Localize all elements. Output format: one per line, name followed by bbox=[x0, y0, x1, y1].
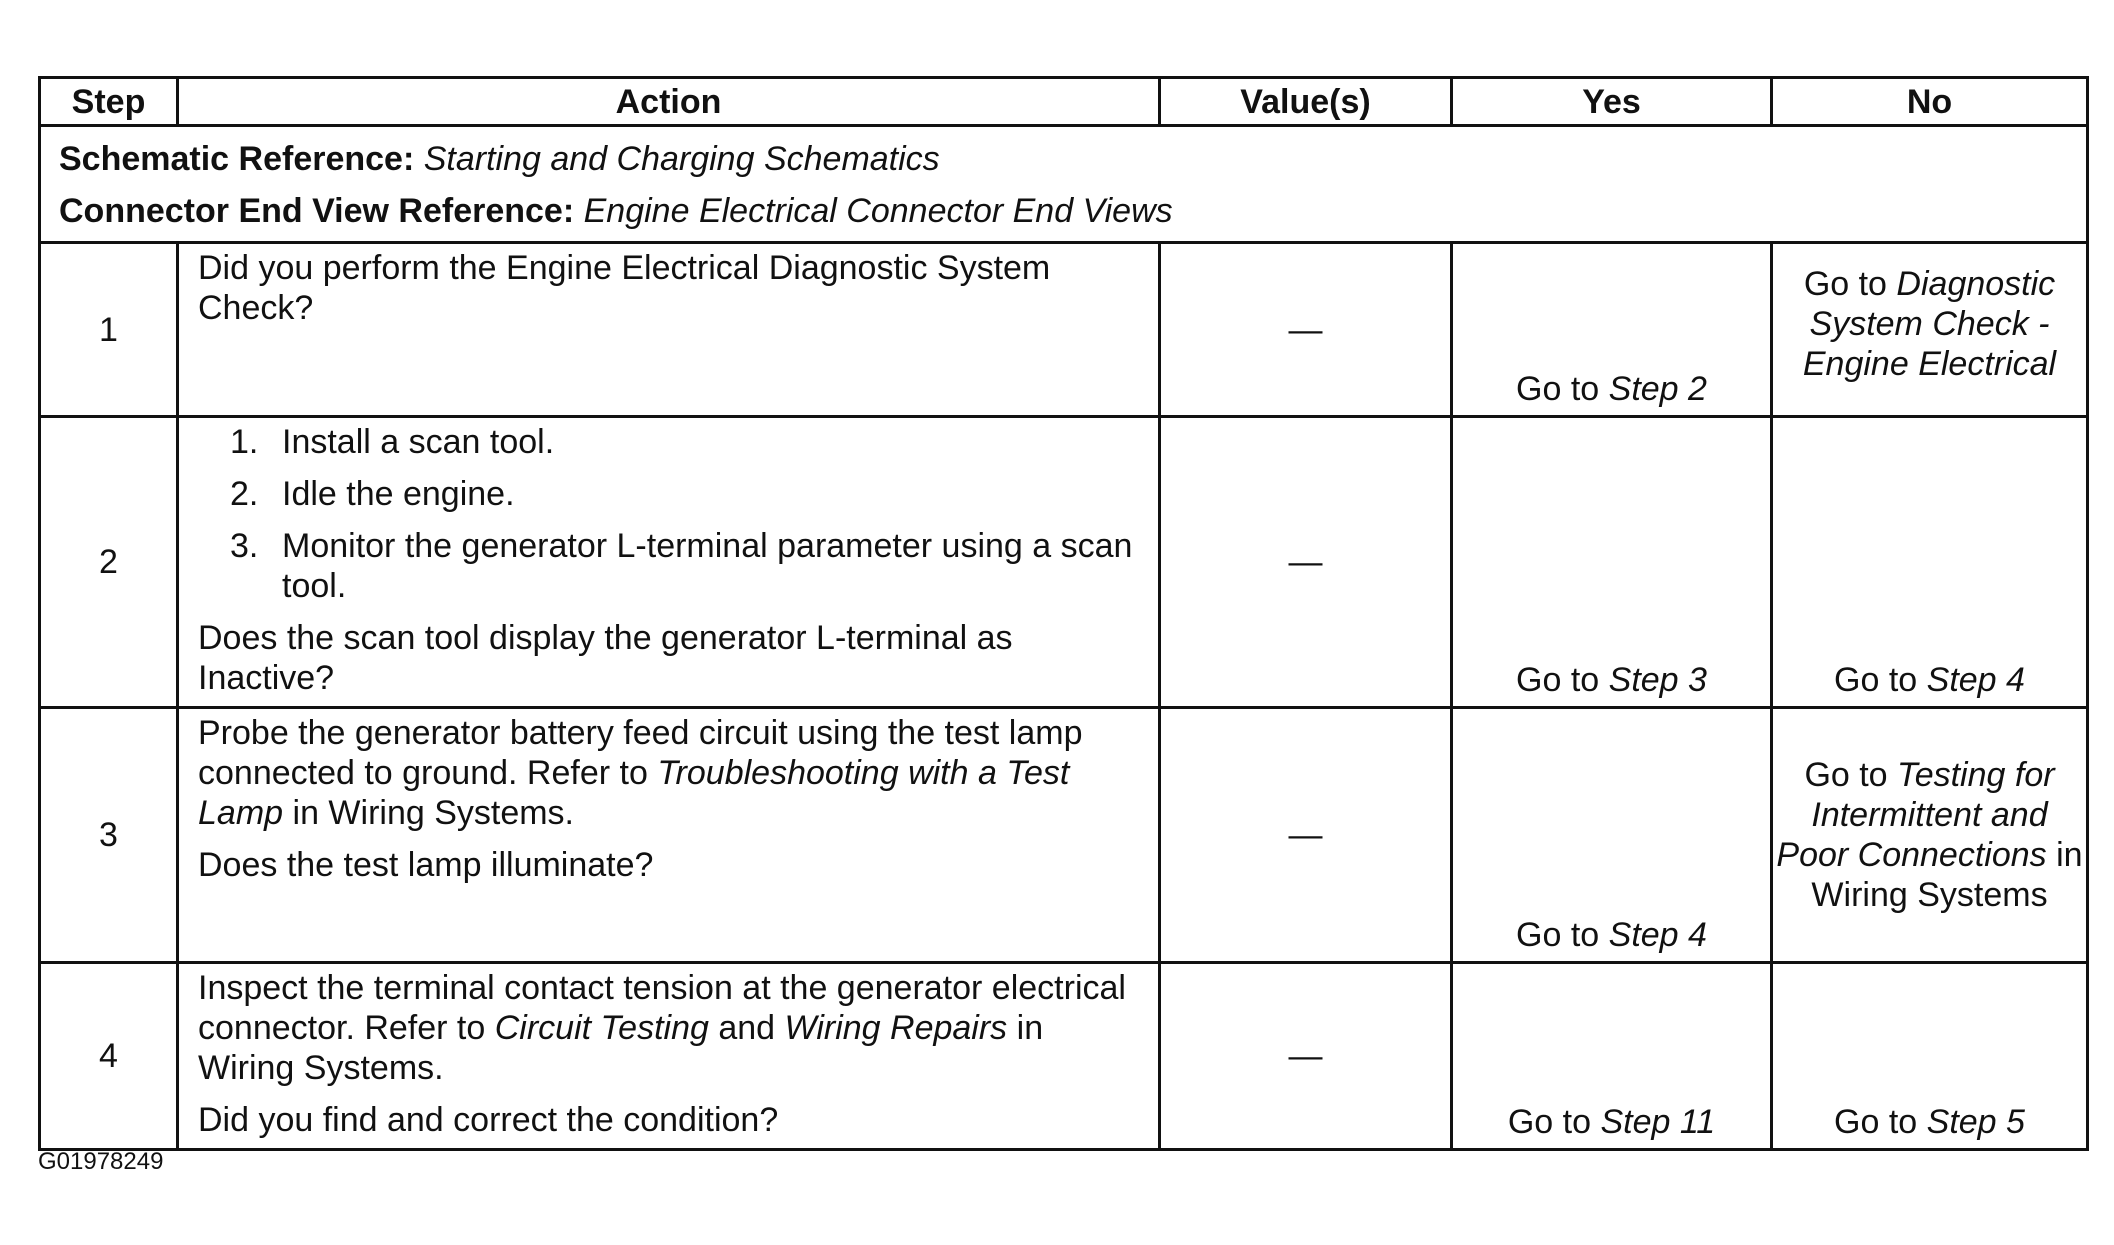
substep-list bbox=[198, 422, 1138, 606]
action-text bbox=[198, 968, 1138, 1088]
table-row bbox=[40, 708, 2088, 963]
header-row bbox=[40, 78, 2088, 126]
value-cell: — bbox=[1160, 417, 1452, 708]
substep-number: 2. bbox=[230, 475, 259, 513]
header-action: Action bbox=[178, 78, 1160, 126]
no-cell bbox=[1772, 417, 2088, 708]
value-cell: — bbox=[1160, 708, 1452, 963]
yes-cell bbox=[1452, 963, 1772, 1150]
action-cell bbox=[178, 708, 1160, 963]
list-item bbox=[230, 474, 1138, 514]
yes-prefix: Go to bbox=[1507, 1103, 1601, 1141]
substep-text: Monitor the generator L-terminal parameter using a scan tool. bbox=[282, 527, 1133, 605]
step-number: 4 bbox=[40, 963, 178, 1150]
no-link[interactable]: Diagnostic System Check - Engine Electrical bbox=[1802, 265, 2057, 383]
reference-cell bbox=[40, 126, 2088, 243]
yes-cell bbox=[1452, 243, 1772, 417]
yes-link[interactable]: Step 11 bbox=[1600, 1103, 1716, 1141]
action-link-wiring-repairs[interactable]: Wiring Repairs bbox=[784, 1009, 1008, 1047]
yes-link[interactable]: Step 2 bbox=[1608, 370, 1707, 408]
step-number: 1 bbox=[40, 243, 178, 417]
yes-prefix: Go to bbox=[1516, 370, 1609, 408]
substep-number: 1. bbox=[230, 423, 259, 461]
substep-number: 3. bbox=[230, 527, 259, 565]
action-link[interactable]: Troubleshooting with a Test Lamp bbox=[198, 754, 1070, 832]
connector-reference-link[interactable]: Engine Electrical Connector End Views bbox=[583, 192, 1173, 230]
action-text-b: in Wiring Systems. bbox=[283, 794, 575, 832]
no-cell bbox=[1772, 708, 2088, 963]
yes-prefix: Go to bbox=[1516, 916, 1609, 954]
connector-reference-label: Connector End View Reference: bbox=[59, 192, 575, 230]
step-number: 2 bbox=[40, 417, 178, 708]
header-step: Step bbox=[40, 78, 178, 126]
header-no: No bbox=[1772, 78, 2088, 126]
substep-text: Install a scan tool. bbox=[282, 423, 555, 461]
yes-link[interactable]: Step 4 bbox=[1608, 916, 1707, 954]
action-text-a: Inspect the terminal contact tension at the generator electrical connector. Refer to bbox=[198, 969, 1126, 1047]
action-text bbox=[198, 713, 1138, 833]
action-cell bbox=[178, 963, 1160, 1150]
schematic-reference bbox=[59, 133, 2068, 185]
step-number: 3 bbox=[40, 708, 178, 963]
value-cell: — bbox=[1160, 243, 1452, 417]
yes-cell bbox=[1452, 708, 1772, 963]
table-row bbox=[40, 963, 2088, 1150]
yes-link[interactable]: Step 3 bbox=[1608, 661, 1707, 699]
no-link[interactable]: Testing for Intermittent and Poor Connections bbox=[1776, 756, 2055, 874]
question-text: Does the test lamp illuminate? bbox=[198, 846, 654, 884]
substep-text: Idle the engine. bbox=[282, 475, 515, 513]
action-text-b: in Wiring Systems. bbox=[198, 1009, 1044, 1087]
question-text: Does the scan tool display the generator L-terminal as Inactive? bbox=[198, 619, 1013, 697]
action-cell bbox=[178, 243, 1160, 417]
question-text: Did you find and correct the condition? bbox=[198, 1101, 779, 1139]
no-prefix: Go to bbox=[1834, 1103, 1927, 1141]
list-item bbox=[230, 422, 1138, 462]
no-prefix: Go to bbox=[1804, 756, 1898, 794]
schematic-reference-link[interactable]: Starting and Charging Schematics bbox=[423, 140, 940, 178]
action-text-a: Probe the generator battery feed circuit using the test lamp connected to ground. Refer to bbox=[198, 714, 1083, 792]
yes-cell bbox=[1452, 417, 1772, 708]
table-row bbox=[40, 243, 2088, 417]
no-prefix: Go to bbox=[1834, 661, 1927, 699]
action-link-circuit-testing[interactable]: Circuit Testing bbox=[494, 1009, 709, 1047]
header-yes: Yes bbox=[1452, 78, 1772, 126]
no-prefix: Go to bbox=[1803, 265, 1897, 303]
diagnostic-table bbox=[38, 76, 2089, 1151]
no-link[interactable]: Step 5 bbox=[1926, 1103, 2025, 1141]
connector-reference bbox=[59, 185, 2068, 237]
figure-id: G01978249 bbox=[38, 1148, 164, 1175]
action-text: Did you perform the Engine Electrical Diagnostic System Check? bbox=[198, 249, 1051, 327]
reference-row bbox=[40, 126, 2088, 243]
no-link[interactable]: Step 4 bbox=[1926, 661, 2025, 699]
action-text-mid: and bbox=[708, 1009, 785, 1047]
action-cell bbox=[178, 417, 1160, 708]
no-cell bbox=[1772, 963, 2088, 1150]
value-cell: — bbox=[1160, 963, 1452, 1150]
header-values: Value(s) bbox=[1160, 78, 1452, 126]
schematic-reference-label: Schematic Reference: bbox=[59, 140, 415, 178]
table-row bbox=[40, 417, 2088, 708]
no-cell bbox=[1772, 243, 2088, 417]
yes-prefix: Go to bbox=[1516, 661, 1609, 699]
list-item bbox=[230, 526, 1138, 606]
no-suffix: in Wiring Systems bbox=[1811, 836, 2083, 914]
